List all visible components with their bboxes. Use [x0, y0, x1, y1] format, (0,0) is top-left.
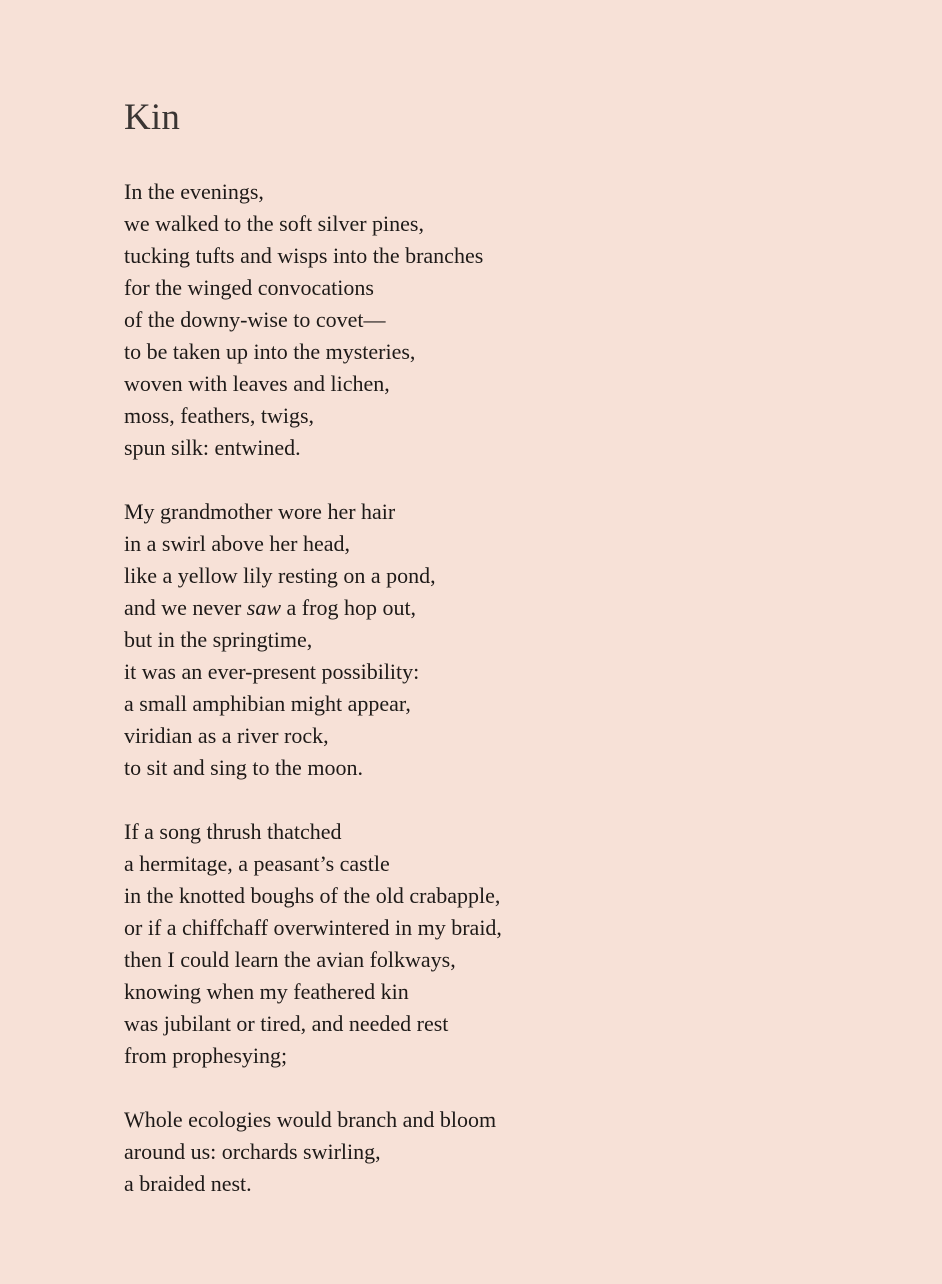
poem-line — [124, 592, 844, 624]
poem-line: viridian as a river rock, — [124, 723, 329, 748]
poem-line: a small amphibian might appear, — [124, 691, 411, 716]
stanza-3 — [124, 816, 844, 1072]
poem-line: it was an ever-present possibility: — [124, 659, 420, 684]
poem-container — [124, 96, 844, 1200]
poem-line: In the evenings, — [124, 179, 264, 204]
stanza-4 — [124, 1104, 844, 1200]
stanza-1 — [124, 176, 844, 464]
line-segment: a frog hop out, — [281, 595, 417, 620]
poem-line: woven with leaves and lichen, — [124, 371, 390, 396]
poem-line: to sit and sing to the moon. — [124, 755, 363, 780]
line-segment: and we never — [124, 595, 247, 620]
poem-line: a braided nest. — [124, 1171, 252, 1196]
poem-line: in the knotted boughs of the old crabapple, — [124, 883, 501, 908]
stanza-2 — [124, 496, 844, 784]
poem-line: like a yellow lily resting on a pond, — [124, 563, 436, 588]
poem-line: but in the springtime, — [124, 627, 313, 652]
poem-line: around us: orchards swirling, — [124, 1139, 381, 1164]
poem-line: was jubilant or tired, and needed rest — [124, 1011, 449, 1036]
poem-line: or if a chiffchaff overwintered in my braid, — [124, 915, 502, 940]
poem-line: for the winged convocations — [124, 275, 374, 300]
poem-line: to be taken up into the mysteries, — [124, 339, 416, 364]
poem-body — [124, 176, 844, 1200]
poem-line: in a swirl above her head, — [124, 531, 351, 556]
poem-line: spun silk: entwined. — [124, 435, 301, 460]
poem-line: moss, feathers, twigs, — [124, 403, 315, 428]
poem-line: we walked to the soft silver pines, — [124, 211, 424, 236]
poem-line: Whole ecologies would branch and bloom — [124, 1107, 497, 1132]
poem-line: knowing when my feathered kin — [124, 979, 409, 1004]
italic-word: saw — [246, 595, 282, 620]
poem-line: then I could learn the avian folkways, — [124, 947, 456, 972]
poem-line: from prophesying; — [124, 1043, 288, 1068]
poem-line: of the downy-wise to covet— — [124, 307, 386, 332]
poem-line: If a song thrush thatched — [124, 819, 342, 844]
poem-title: Kin — [124, 97, 181, 138]
poem-line: My grandmother wore her hair — [124, 499, 396, 524]
poem-line: tucking tufts and wisps into the branches — [124, 243, 484, 268]
poem-line: a hermitage, a peasant’s castle — [124, 851, 390, 876]
